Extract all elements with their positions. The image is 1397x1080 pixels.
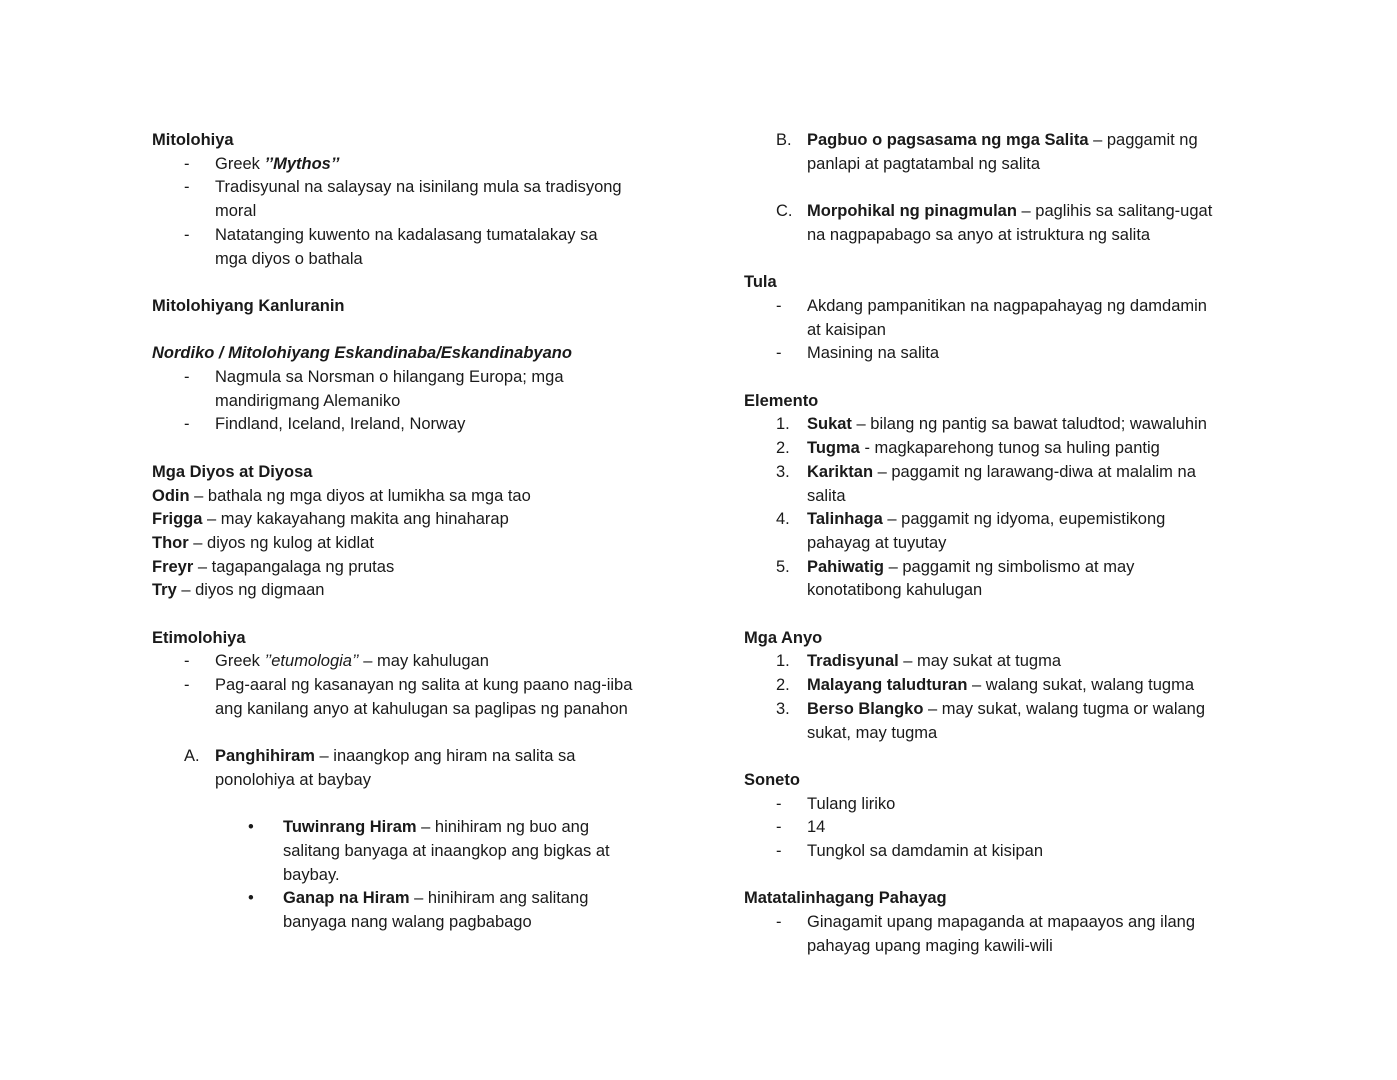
list-item (744, 461, 1278, 508)
list-marker: 2. (776, 676, 790, 695)
text-run: Findland, Iceland, Ireland, Norway (215, 415, 466, 434)
section-heading: Elemento (744, 391, 819, 410)
section-heading: Mga Anyo (744, 628, 823, 647)
dash-list (744, 295, 1278, 366)
list-item (152, 153, 692, 177)
text-run: Tugma (807, 439, 860, 458)
text-run: mandirigmang Alemaniko (215, 391, 401, 410)
list-marker: A. (184, 747, 200, 766)
list-item (744, 508, 1278, 555)
text-run: Panghihiram (215, 747, 315, 766)
text-run: salita (807, 486, 846, 505)
item-text (215, 652, 489, 670)
text-run: pahayag at tuyutay (807, 533, 947, 552)
list-marker: 3. (776, 462, 790, 481)
list-marker: - (184, 676, 190, 695)
list-marker: - (184, 225, 190, 244)
section-heading: Mitolohiyang Kanluranin (152, 296, 345, 315)
bullet-list (152, 816, 692, 935)
lettered-item (744, 200, 1278, 247)
list-marker: 2. (776, 439, 790, 458)
numbered-list (744, 413, 1278, 603)
list-marker: 4. (776, 510, 790, 529)
text-run: ’’etumologia’’ (264, 652, 359, 671)
section-heading: Soneto (744, 770, 800, 789)
item-text (807, 558, 1134, 600)
dash-list (152, 366, 692, 437)
list-marker: - (184, 368, 190, 386)
text-run: – paggamit ng simbolismo at may (884, 557, 1135, 576)
list-item (744, 674, 1278, 698)
text-run: – tagapangalaga ng prutas (193, 557, 395, 576)
list-marker: B. (776, 131, 792, 149)
list-item (152, 674, 692, 721)
list-item (744, 556, 1278, 603)
text-run: banyaga nang walang pagbabago (283, 913, 532, 932)
list-item (744, 342, 1278, 366)
definition-line (152, 579, 692, 603)
item-text (807, 297, 1207, 339)
list-marker: 1. (776, 652, 790, 671)
list-item (152, 176, 692, 223)
text-run: Ginagamit upang mapaganda at mapaayos ang ilang (807, 913, 1196, 932)
list-marker: - (776, 296, 782, 315)
list-marker: C. (776, 202, 793, 221)
text-run: Tradisyunal (807, 652, 899, 671)
text-run: – diyos ng digmaan (176, 581, 325, 600)
list-item (744, 840, 1278, 864)
text-run: panlapi at pagtatambal ng salita (807, 154, 1040, 173)
text-run: Thor (152, 533, 189, 552)
text-run: – may kahulugan (358, 652, 489, 671)
text-run: ang kanilang anyo at kahulugan sa paglipas ng panahon (215, 699, 628, 718)
list-marker: - (184, 652, 190, 671)
section-heading: Tula (744, 273, 777, 292)
list-item (152, 650, 692, 674)
text-run: – bilang ng pantig sa bawat taludtod; wawaluhin (851, 415, 1207, 434)
text-run: na nagpapabago sa anyo at istruktura ng salita (807, 225, 1151, 244)
list-marker: 1. (776, 415, 790, 434)
text-run: - magkaparehong tunog sa huling pantig (859, 439, 1160, 458)
dash-list (744, 793, 1278, 864)
item-text (807, 510, 1165, 552)
definition-line (152, 532, 692, 556)
text-run: baybay. (283, 865, 340, 884)
item-text (807, 202, 1212, 244)
list-item (152, 413, 692, 437)
item-text (215, 368, 564, 410)
text-run: Greek (215, 652, 265, 671)
text-run: Pag-aaral ng kasanayan ng salita at kung paano nag-iiba (215, 676, 633, 695)
list-marker: - (776, 344, 782, 363)
text-run: – may sukat at tugma (898, 652, 1062, 671)
text-run: – paggamit ng larawang-diwa at malalim na (873, 462, 1196, 481)
item-text (807, 676, 1194, 694)
text-run: – paggamit ng (1088, 131, 1198, 149)
list-item (152, 366, 692, 413)
text-run: ’’Mythos’’ (264, 154, 340, 173)
text-run: Tungkol sa damdamin at kisipan (807, 842, 1044, 861)
dash-list (152, 650, 692, 721)
list-item (152, 224, 692, 271)
text-run: Masining na salita (807, 344, 940, 363)
text-run: Sukat (807, 415, 852, 434)
list-marker: • (248, 889, 254, 908)
text-run: – bathala ng mga diyos at lumikha sa mga tao (189, 486, 531, 505)
list-item (744, 437, 1278, 461)
definition-line (152, 508, 692, 532)
text-run: Odin (152, 486, 190, 505)
section-heading: Etimolohiya (152, 628, 246, 647)
column-right (744, 129, 1278, 959)
text-run: moral (215, 202, 257, 221)
section-heading: Nordiko / Mitolohiyang Eskandinaba/Eskandinabyano (152, 344, 572, 363)
list-item (744, 698, 1278, 745)
definition-line (152, 556, 692, 580)
text-run: Kariktan (807, 462, 874, 481)
list-item (744, 295, 1278, 342)
text-run: – hinihiram ng buo ang (416, 818, 589, 837)
item-text (283, 889, 588, 931)
text-run: Tuwinrang Hiram (283, 818, 417, 837)
text-run: konotatibong kahulugan (807, 581, 983, 600)
text-run: Try (152, 581, 177, 600)
section-heading: Mga Diyos at Diyosa (152, 462, 313, 481)
text-run: Frigga (152, 510, 203, 529)
item-text (807, 700, 1205, 742)
item-text (807, 913, 1195, 955)
text-run: 14 (807, 818, 826, 837)
text-run: at kaisipan (807, 320, 886, 339)
item-text (215, 415, 465, 433)
text-run: – walang sukat, walang tugma (967, 676, 1195, 695)
text-run: – diyos ng kulog at kidlat (188, 533, 374, 552)
item-text (283, 818, 610, 883)
item-text (215, 676, 632, 718)
text-run: Akdang pampanitikan na nagpapahayag ng damdamin (807, 296, 1207, 315)
definition-line (152, 485, 692, 509)
dash-list (744, 911, 1278, 958)
text-run: Pagbuo o pagsasama ng mga Salita (807, 131, 1089, 149)
text-run: salitang banyaga at inaangkop ang bigkas at (283, 842, 610, 860)
list-marker: - (184, 178, 190, 197)
item-text (807, 131, 1198, 173)
text-run: Talinhaga (807, 510, 883, 529)
item-text (807, 463, 1196, 505)
text-run: – hinihiram ang salitang (409, 889, 589, 908)
list-item (152, 816, 692, 887)
item-text (215, 226, 598, 268)
text-run: Nagmula sa Norsman o hilangang Europa; mga (215, 368, 564, 386)
section-heading: Mitolohiya (152, 131, 234, 149)
list-marker: - (184, 415, 190, 434)
lettered-item (152, 745, 692, 792)
numbered-list (744, 650, 1278, 745)
text-run: Berso Blangko (807, 699, 924, 718)
list-item (744, 413, 1278, 437)
text-run: Tulang liriko (807, 794, 896, 813)
text-run: mga diyos o bathala (215, 249, 363, 268)
list-marker: - (776, 794, 782, 813)
list-marker: • (248, 818, 254, 837)
list-item (744, 911, 1278, 958)
list-marker: - (776, 818, 782, 837)
text-run: Pahiwatig (807, 557, 885, 576)
section-heading: Matatalinhagang Pahayag (744, 889, 947, 908)
text-run: ponolohiya at baybay (215, 770, 371, 789)
list-marker: 5. (776, 557, 790, 576)
text-run: pahayag upang maging kawili-wili (807, 936, 1053, 955)
item-text (807, 439, 1160, 457)
list-item (744, 816, 1278, 840)
item-text (215, 178, 622, 220)
text-run: Tradisyunal na salaysay na isinilang mula sa tradisyong (215, 178, 622, 197)
column-left (152, 129, 692, 935)
definition-list (152, 485, 692, 604)
text-run: Freyr (152, 557, 194, 576)
item-text (215, 155, 339, 173)
list-marker: - (776, 842, 782, 861)
text-run: sukat, may tugma (807, 723, 938, 742)
item-text (807, 842, 1043, 860)
text-run: – paggamit ng idyoma, eupemistikong (882, 510, 1166, 529)
dash-list (152, 153, 692, 272)
text-run: Malayang taludturan (807, 676, 968, 695)
item-text (807, 818, 825, 836)
item-text (807, 344, 939, 362)
item-text (215, 747, 575, 789)
list-marker: - (776, 913, 782, 932)
text-run: – may sukat, walang tugma or walang (923, 699, 1206, 718)
item-text (807, 652, 1061, 670)
item-text (807, 415, 1207, 433)
text-run: Ganap na Hiram (283, 889, 410, 908)
list-item (744, 793, 1278, 817)
text-run: – may kakayahang makita ang hinaharap (202, 510, 509, 529)
item-text (807, 795, 895, 813)
text-run: Natatanging kuwento na kadalasang tumatalakay sa (215, 225, 598, 244)
list-item (152, 887, 692, 934)
text-run: – inaangkop ang hiram na salita sa (314, 747, 576, 766)
text-run: – paglihis sa salitang-ugat (1016, 202, 1213, 221)
list-marker: - (184, 154, 190, 173)
text-run: Morpohikal ng pinagmulan (807, 202, 1017, 221)
list-marker: 3. (776, 699, 790, 718)
lettered-item (744, 129, 1278, 176)
text-run: Greek (215, 154, 265, 173)
list-item (744, 650, 1278, 674)
